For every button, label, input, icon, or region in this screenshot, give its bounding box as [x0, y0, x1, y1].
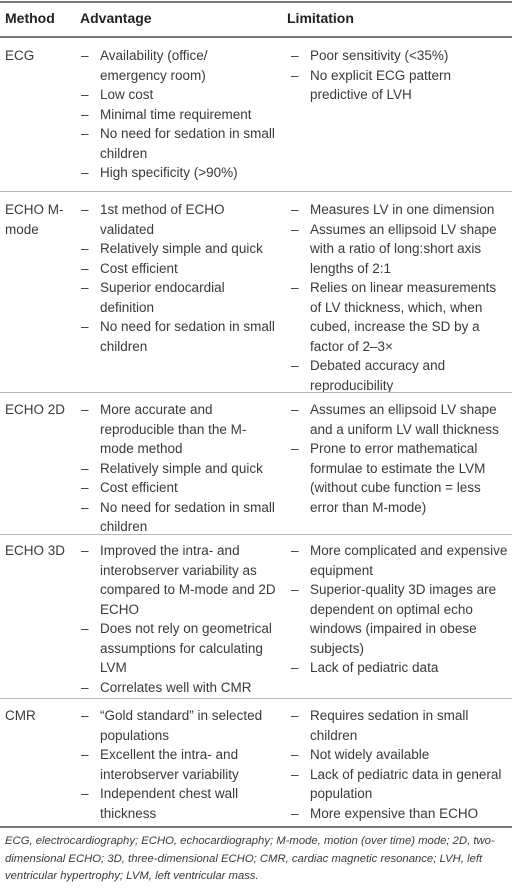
list-item: – No need for sedation in small children: [81, 319, 275, 354]
list-item: – More accurate and reproducible than the M-mode method: [81, 402, 247, 456]
list-item: – Availability (office/ emergency room): [81, 48, 208, 83]
list-item: – Relatively simple and quick: [81, 460, 263, 476]
advantage-list: [76, 706, 276, 823]
list-item: – Assumes an ellipsoid LV shape and a uniform LV wall thickness: [291, 402, 499, 437]
list-item: – Measures LV in one dimension: [291, 202, 495, 217]
limitation-list: [286, 400, 508, 517]
advantage-list: [76, 46, 276, 183]
list-item: – No need for sedation in small children: [81, 499, 275, 534]
limitation-list: [286, 706, 508, 823]
list-item: – Relatively simple and quick: [81, 241, 263, 256]
table-footnote: ECG, electrocardiography; ECHO, echocardiography; M-mode, motion (over time) mode; 2D, two-dimensional ECHO; 3D, three-dimensional ECHO; CMR, cardiac magnetic resonance; LVH, left ventricular hypertrophy; LVM, left ventricular mass.: [5, 835, 495, 882]
list-item: – Cost efficient: [81, 480, 178, 495]
list-item: – Poor sensitivity (<35%): [291, 48, 449, 63]
limitation-list: [286, 541, 508, 678]
advantage-list: [76, 400, 276, 537]
row-method: ECHO 3D: [5, 543, 66, 558]
list-item: – Improved the intra- and interobserver variability as compared to M-mode and 2D ECHO: [81, 543, 276, 617]
list-item: – Not widely available: [291, 747, 430, 762]
list-item: – “Gold standard” in selected populations: [81, 708, 263, 743]
list-item: – Relies on linear measurements of LV thickness, which, when cubed, increase the SD by a factor of 2–3×: [291, 280, 497, 354]
list-item: – More complicated and expensive equipment: [291, 543, 508, 578]
list-item: – Minimal time requirement: [81, 106, 252, 122]
advantage-list: [76, 200, 276, 356]
list-item: – Cost efficient: [81, 260, 178, 276]
row-divider: [0, 698, 512, 699]
list-item: – Lack of pediatric data: [291, 660, 439, 675]
list-item: – Prone to error mathematical formulae to estimate the LVM (without cube function = less error than M-mode): [291, 441, 486, 515]
header-method: Method: [5, 10, 55, 26]
bottom-rule: [0, 826, 512, 828]
row-method: ECHO 2D: [5, 402, 66, 417]
list-item: – More expensive than ECHO: [291, 805, 479, 821]
list-item: – No explicit ECG pattern predictive of LVH: [291, 67, 452, 102]
list-item: – Superior-quality 3D images are dependent on optimal echo windows (impaired in obese subjects): [291, 582, 497, 656]
list-item: – Assumes an ellipsoid LV shape with a ratio of long:short axis lengths of 2:1: [291, 221, 497, 276]
list-item: – High specificity (>90%): [81, 165, 238, 180]
header-limitation: Limitation: [287, 10, 354, 26]
row-divider: [0, 534, 512, 535]
list-item: – Independent chest wall thickness: [81, 786, 239, 821]
list-item: – Does not rely on geometrical assumptions for calculating LVM: [81, 621, 272, 675]
row-divider: [0, 191, 512, 192]
header-rule: [0, 36, 512, 38]
list-item: – Lack of pediatric data in general population: [291, 766, 502, 801]
row-divider: [0, 392, 512, 393]
top-rule: [0, 1, 512, 3]
list-item: – No need for sedation in small children: [81, 126, 275, 161]
list-item: – Low cost: [81, 87, 154, 102]
list-item: – 1st method of ECHO validated: [81, 202, 225, 237]
advantage-list: [76, 541, 276, 697]
list-item: – Excellent the intra- and interobserver variability: [81, 747, 239, 782]
list-item: – Superior endocardial definition: [81, 280, 225, 315]
limitation-list: [286, 46, 508, 105]
header-advantage: Advantage: [80, 10, 152, 26]
limitation-list: [286, 200, 508, 395]
list-item: – Requires sedation in small children: [291, 708, 469, 743]
row-method: CMR: [5, 708, 36, 723]
list-item: – Debated accuracy and reproducibility: [291, 358, 446, 393]
row-method: ECHO M-mode: [5, 202, 64, 237]
row-method: ECG: [5, 48, 35, 63]
list-item: – Correlates well with CMR: [81, 679, 252, 695]
